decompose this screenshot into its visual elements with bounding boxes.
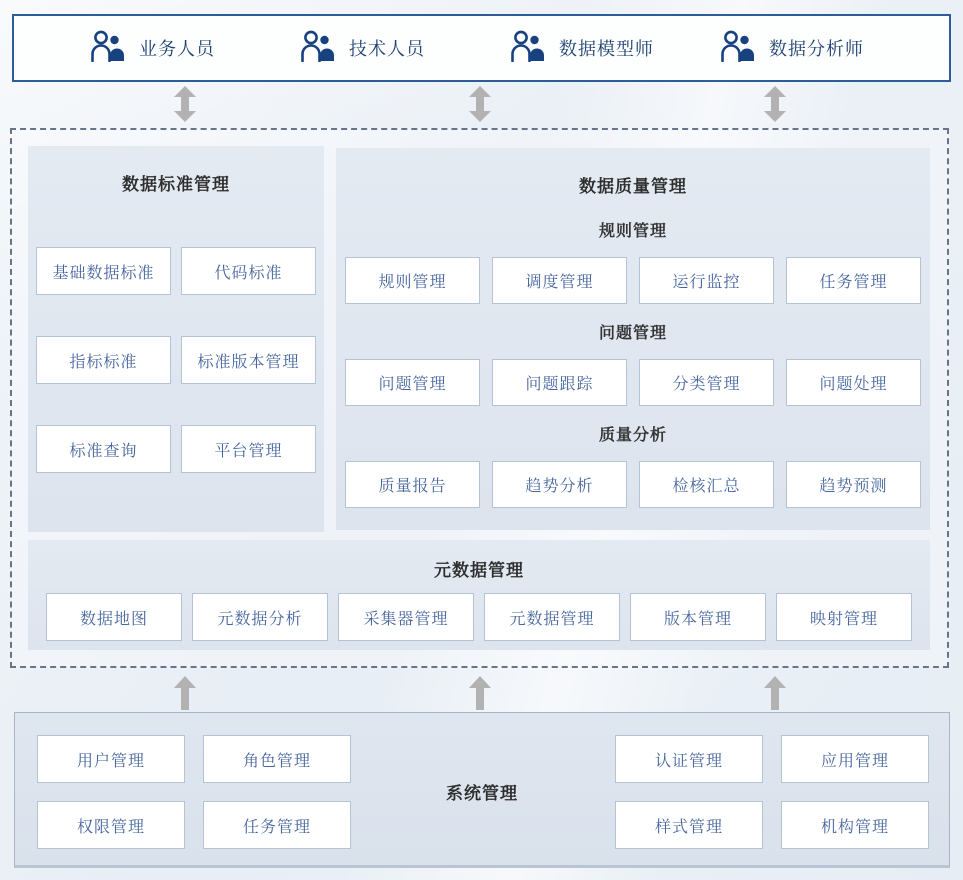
module-button[interactable]: 质量报告 [345,461,480,508]
panel-data-quality [336,148,930,530]
module-button[interactable]: 调度管理 [492,257,627,304]
module-button[interactable]: 任务管理 [786,257,921,304]
panel-title: 数据质量管理 [579,177,687,196]
section-title: 质量分析 [598,427,667,444]
module-button[interactable]: 机构管理 [781,801,929,849]
standard-button-grid [36,247,316,473]
module-button[interactable]: 元数据管理 [484,593,620,641]
module-button[interactable]: 任务管理 [203,801,351,849]
team-icon [510,30,546,67]
module-button[interactable]: 数据地图 [46,593,182,641]
module-button[interactable]: 规则管理 [345,257,480,304]
module-button[interactable]: 指标标准 [36,336,171,384]
module-button[interactable]: 标准查询 [36,425,171,473]
role-item [510,16,654,80]
panel-title: 元数据管理 [434,561,524,580]
module-button[interactable]: 运行监控 [639,257,774,304]
role-label: 数据分析师 [769,39,864,59]
module-button[interactable]: 角色管理 [203,735,351,783]
quality-section-row [345,461,921,508]
module-button[interactable]: 认证管理 [615,735,763,783]
up-arrow-icon [469,676,491,710]
module-button[interactable]: 元数据分析 [192,593,328,641]
module-button[interactable]: 趋势预测 [786,461,921,508]
double-arrow-icon [764,86,786,122]
panel-title: 数据标准管理 [122,175,230,194]
module-button[interactable]: 基础数据标准 [36,247,171,295]
module-button[interactable]: 用户管理 [37,735,185,783]
role-label: 技术人员 [349,39,425,59]
module-button[interactable]: 分类管理 [639,359,774,406]
module-button[interactable]: 采集器管理 [338,593,474,641]
panel-title: 系统管理 [446,784,518,803]
up-arrow-icon [174,676,196,710]
module-button[interactable]: 代码标准 [181,247,316,295]
role-item [720,16,864,80]
module-button[interactable]: 样式管理 [615,801,763,849]
module-button[interactable]: 标准版本管理 [181,336,316,384]
team-icon [300,30,336,67]
quality-section-row [345,359,921,406]
role-item [90,16,215,80]
double-arrow-icon [174,86,196,122]
module-button[interactable]: 版本管理 [630,593,766,641]
panel-metadata [28,540,930,650]
module-button[interactable]: 趋势分析 [492,461,627,508]
double-arrow-icon [469,86,491,122]
section-title: 规则管理 [598,223,667,240]
metadata-button-row [46,593,912,641]
role-label: 数据模型师 [559,39,654,59]
quality-section-row [345,257,921,304]
module-button[interactable]: 权限管理 [37,801,185,849]
team-icon [720,30,756,67]
role-item [300,16,425,80]
team-icon [90,30,126,67]
module-button[interactable]: 映射管理 [776,593,912,641]
module-button[interactable]: 应用管理 [781,735,929,783]
panel-system-management [14,712,950,868]
module-button[interactable]: 平台管理 [181,425,316,473]
panel-data-standard [28,146,324,532]
module-button[interactable]: 问题管理 [345,359,480,406]
roles-bar [12,14,951,82]
module-button[interactable]: 问题跟踪 [492,359,627,406]
module-button[interactable]: 问题处理 [786,359,921,406]
module-button[interactable]: 检核汇总 [639,461,774,508]
up-arrow-icon [764,676,786,710]
section-title: 问题管理 [598,325,667,342]
role-label: 业务人员 [139,39,215,59]
